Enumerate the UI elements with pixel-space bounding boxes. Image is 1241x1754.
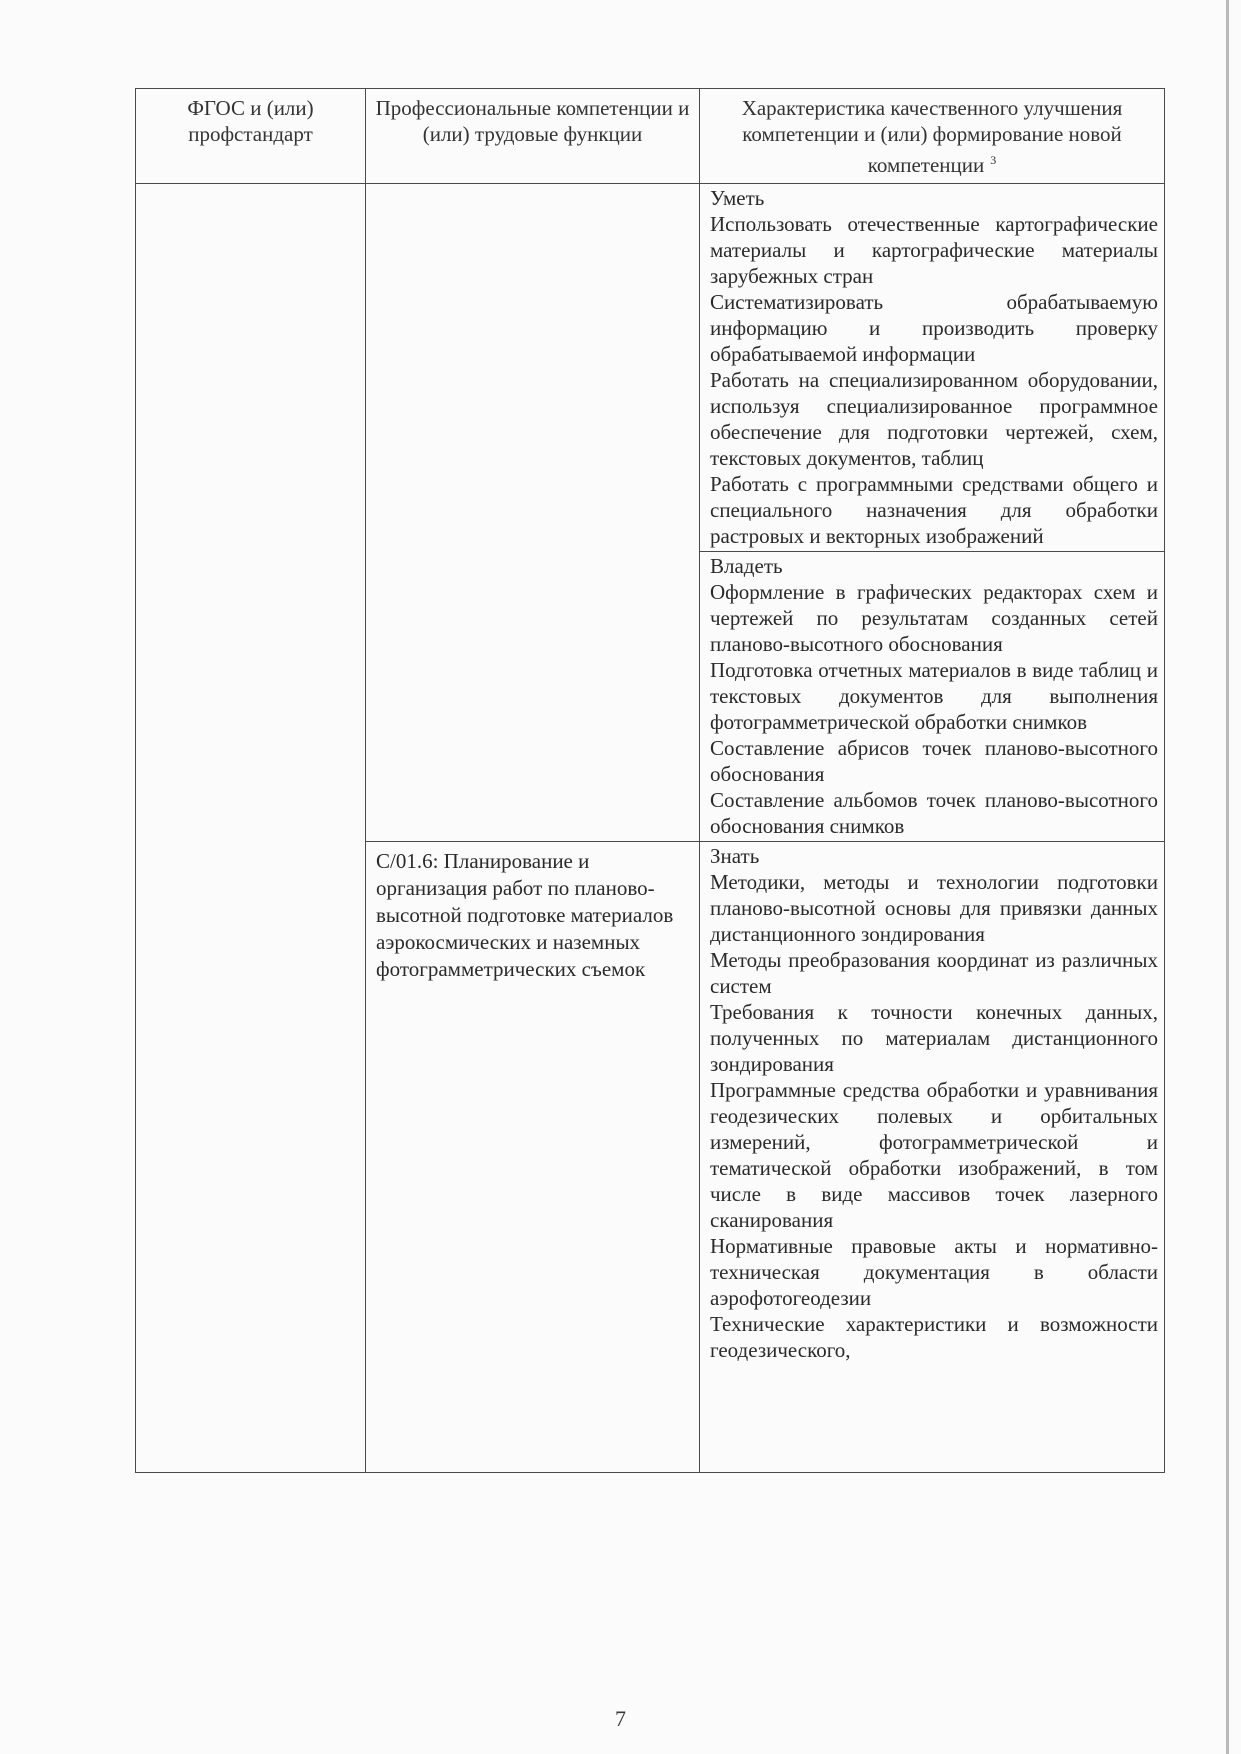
list-item: Систематизировать обрабатываемую информацию и производить проверку обрабатываемой информации — [710, 290, 1158, 366]
header-characteristics — [700, 89, 1165, 184]
block-title: Знать — [710, 844, 760, 868]
header-characteristics-text: Характеристика качественного улучшения компетенции и (или) формирование новой компетенции — [741, 96, 1123, 177]
page-number: 7 — [615, 1706, 626, 1731]
list-item: Программные средства обработки и уравнивания геодезических полевых и орбитальных измерений, фотограмметрической и тематической обработки изображений, в том числе в виде массивов точек лазерного сканирования — [710, 1078, 1158, 1232]
header-standard — [136, 89, 366, 184]
table-header-row — [136, 89, 1165, 184]
competency-table — [135, 88, 1165, 1473]
list-item: Использовать отечественные картографические материалы и картографические материалы зарубежных стран — [710, 212, 1158, 288]
list-item: Работать на специализированном оборудовании, используя специализированное программное обеспечение для подготовки чертежей, схем, текстовых документов, таблиц — [710, 368, 1158, 470]
header-standard-text: ФГОС и (или) профстандарт — [187, 96, 314, 146]
header-competencies-text: Профессиональные компетенции и (или) трудовые функции — [375, 96, 690, 146]
list-item: Методы преобразования координат из различных систем — [710, 948, 1158, 998]
standard-cell — [136, 184, 366, 1473]
function-cell — [366, 842, 700, 1473]
knowledge-cell — [700, 842, 1165, 1473]
function-cell — [366, 184, 700, 842]
scan-edge-line — [1226, 0, 1229, 1754]
list-item: Оформление в графических редакторах схем и чертежей по результатам созданных сетей планово-высотного обоснования — [710, 580, 1158, 656]
skills-cell — [700, 184, 1165, 552]
list-item: Нормативные правовые акты и нормативно-техническая документация в области аэрофотогеодезии — [710, 1234, 1158, 1310]
list-item: Технические характеристики и возможности геодезического, — [710, 1312, 1158, 1362]
header-competencies — [366, 89, 700, 184]
list-item: Подготовка отчетных материалов в виде таблиц и текстовых документов для выполнения фотограмметрической обработки снимков — [710, 658, 1158, 734]
function-text: С/01.6: Планирование и организация работ по планово-высотной подготовке материалов аэрокосмических и наземных фотограмметрических съемок — [376, 849, 674, 981]
knowledge-block — [700, 842, 1164, 1365]
list-item: Составление альбомов точек планово-высотного обоснования снимков — [710, 788, 1158, 838]
block-title: Владеть — [710, 554, 783, 578]
list-item: Требования к точности конечных данных, полученных по материалам дистанционного зондирования — [710, 1000, 1158, 1076]
header-footnote-marker: 3 — [990, 153, 997, 167]
abilities-cell — [700, 552, 1165, 842]
block-title: Уметь — [710, 186, 765, 210]
list-item: Работать с программными средствами общего и специального назначения для обработки растровых и векторных изображений — [710, 472, 1158, 548]
skills-block — [700, 184, 1164, 551]
abilities-block — [700, 552, 1164, 841]
list-item: Методики, методы и технологии подготовки планово-высотной основы для привязки данных дистанционного зондирования — [710, 870, 1158, 946]
list-item: Составление абрисов точек планово-высотного обоснования — [710, 736, 1158, 786]
table-row — [136, 184, 1165, 552]
